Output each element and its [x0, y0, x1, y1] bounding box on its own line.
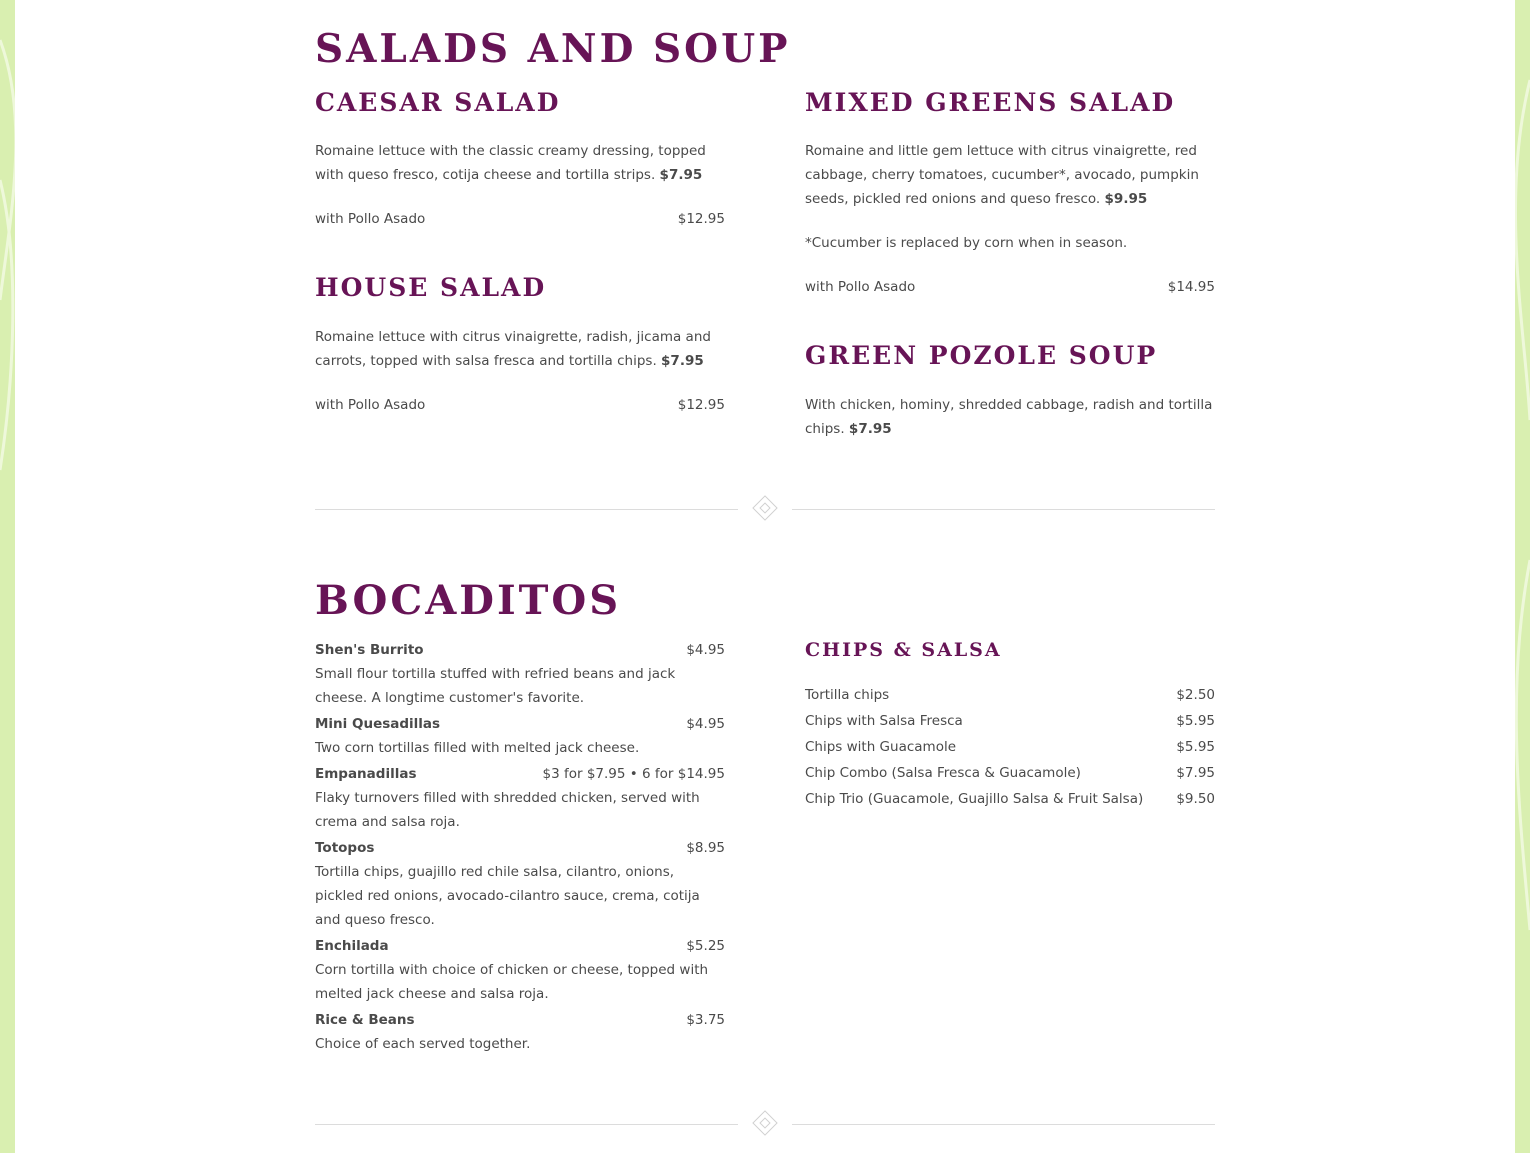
list-item	[805, 787, 1215, 811]
caesar-salad-title: CAESAR SALAD	[315, 88, 561, 117]
bocadito-name: Shen's Burrito	[315, 642, 424, 658]
chips-and-salsa-title: CHIPS & SALSA	[805, 639, 1002, 661]
divider-diamond-icon	[752, 1110, 777, 1135]
section-divider	[315, 497, 1215, 523]
chips-item-name: Tortilla chips	[805, 687, 890, 703]
bocadito-price: $4.95	[686, 642, 725, 658]
bocadito-desc: Two corn tortillas filled with melted jack cheese.	[315, 740, 640, 756]
mixed-greens-note: *Cucumber is replaced by corn when in season.	[805, 235, 1128, 251]
list-item	[805, 735, 1215, 759]
mixed-greens-description	[805, 139, 1215, 211]
mixed-addon-price: $14.95	[1167, 279, 1215, 295]
caesar-addon-label: with Pollo Asado	[315, 211, 426, 227]
caesar-salad-addon-row	[315, 207, 725, 231]
house-salad-addon-row	[315, 393, 725, 417]
list-item	[315, 1008, 725, 1056]
bocadito-price: $3 for $7.95 • 6 for $14.95	[542, 766, 725, 782]
caesar-addon-price: $12.95	[677, 211, 725, 227]
chips-item-price: $7.95	[1176, 765, 1215, 781]
bocadito-desc: Flaky turnovers filled with shredded chicken, served with crema and salsa roja.	[315, 790, 700, 830]
house-addon-price: $12.95	[677, 397, 725, 413]
list-item	[315, 712, 725, 760]
chips-item-name: Chips with Salsa Fresca	[805, 713, 963, 729]
bocaditos-list	[315, 638, 725, 1058]
mixed-greens-price: $9.95	[1104, 191, 1148, 207]
caesar-salad-desc-text: Romaine lettuce with the classic creamy dressing, topped with queso fresco, cotija cheese and tortilla strips.	[315, 143, 706, 183]
bocadito-name: Enchilada	[315, 938, 389, 954]
bocadito-price: $4.95	[686, 716, 725, 732]
bocadito-name: Mini Quesadillas	[315, 716, 441, 732]
bocadito-price: $5.25	[686, 938, 725, 954]
house-salad-price: $7.95	[661, 353, 704, 369]
caesar-salad-price: $7.95	[659, 167, 703, 183]
chips-item-price: $5.95	[1176, 713, 1215, 729]
mixed-greens-desc-text: Romaine and little gem lettuce with citrus vinaigrette, red cabbage, cherry tomatoes, cucumber*, avocado, pumpkin seeds, pickled red onions and queso fresco.	[805, 143, 1199, 207]
divider-diamond-icon	[752, 495, 777, 520]
bocadito-price: $3.75	[686, 1012, 725, 1028]
pozole-price: $7.95	[848, 421, 892, 437]
chips-item-price: $9.50	[1176, 791, 1215, 807]
house-salad-description	[315, 325, 725, 373]
chips-item-name: Chip Trio (Guacamole, Guajillo Salsa & Fruit Salsa)	[805, 791, 1144, 807]
bocadito-name: Empanadillas	[315, 766, 417, 782]
section-title-salads-and-soup: SALADS AND SOUP	[315, 26, 791, 72]
mixed-greens-addon-row	[805, 275, 1215, 299]
green-pozole-soup-title: GREEN POZOLE SOUP	[805, 341, 1158, 370]
bocadito-desc: Tortilla chips, guajillo red chile salsa, cilantro, onions, pickled red onions, avocado-cilantro sauce, crema, cotija and queso fresco.	[315, 864, 700, 928]
bocadito-desc: Small flour tortilla stuffed with refried beans and jack cheese. A longtime customer's favorite.	[315, 666, 676, 706]
mixed-greens-salad-title: MIXED GREENS SALAD	[805, 88, 1176, 117]
chips-list	[805, 683, 1215, 813]
list-item	[315, 762, 725, 834]
chips-item-name: Chips with Guacamole	[805, 739, 957, 755]
bocadito-desc: Corn tortilla with choice of chicken or cheese, topped with melted jack cheese and salsa roja.	[315, 962, 709, 1002]
chips-item-name: Chip Combo (Salsa Fresca & Guacamole)	[805, 765, 1081, 781]
list-item	[315, 638, 725, 710]
list-item	[805, 683, 1215, 707]
house-salad-title: HOUSE SALAD	[315, 273, 547, 302]
section-divider	[315, 1112, 1215, 1138]
list-item	[315, 836, 725, 932]
chips-item-price: $5.95	[1176, 739, 1215, 755]
list-item	[805, 709, 1215, 733]
mixed-addon-label: with Pollo Asado	[805, 279, 916, 295]
caesar-salad-description	[315, 139, 725, 187]
house-salad-desc-text: Romaine lettuce with citrus vinaigrette, radish, jicama and carrots, topped with salsa fresca and tortilla chips.	[315, 329, 711, 369]
bocadito-name: Totopos	[315, 840, 375, 856]
menu-page	[15, 0, 1515, 1153]
pozole-desc-text: With chicken, hominy, shredded cabbage, radish and tortilla chips.	[805, 397, 1213, 437]
bocadito-price: $8.95	[686, 840, 725, 856]
list-item	[315, 934, 725, 1006]
list-item	[805, 761, 1215, 785]
section-title-bocaditos: BOCADITOS	[315, 577, 622, 624]
chips-item-price: $2.50	[1176, 687, 1215, 703]
bocadito-name: Rice & Beans	[315, 1012, 415, 1028]
bocadito-desc: Choice of each served together.	[315, 1036, 531, 1052]
green-pozole-description	[805, 393, 1215, 441]
house-addon-label: with Pollo Asado	[315, 397, 426, 413]
